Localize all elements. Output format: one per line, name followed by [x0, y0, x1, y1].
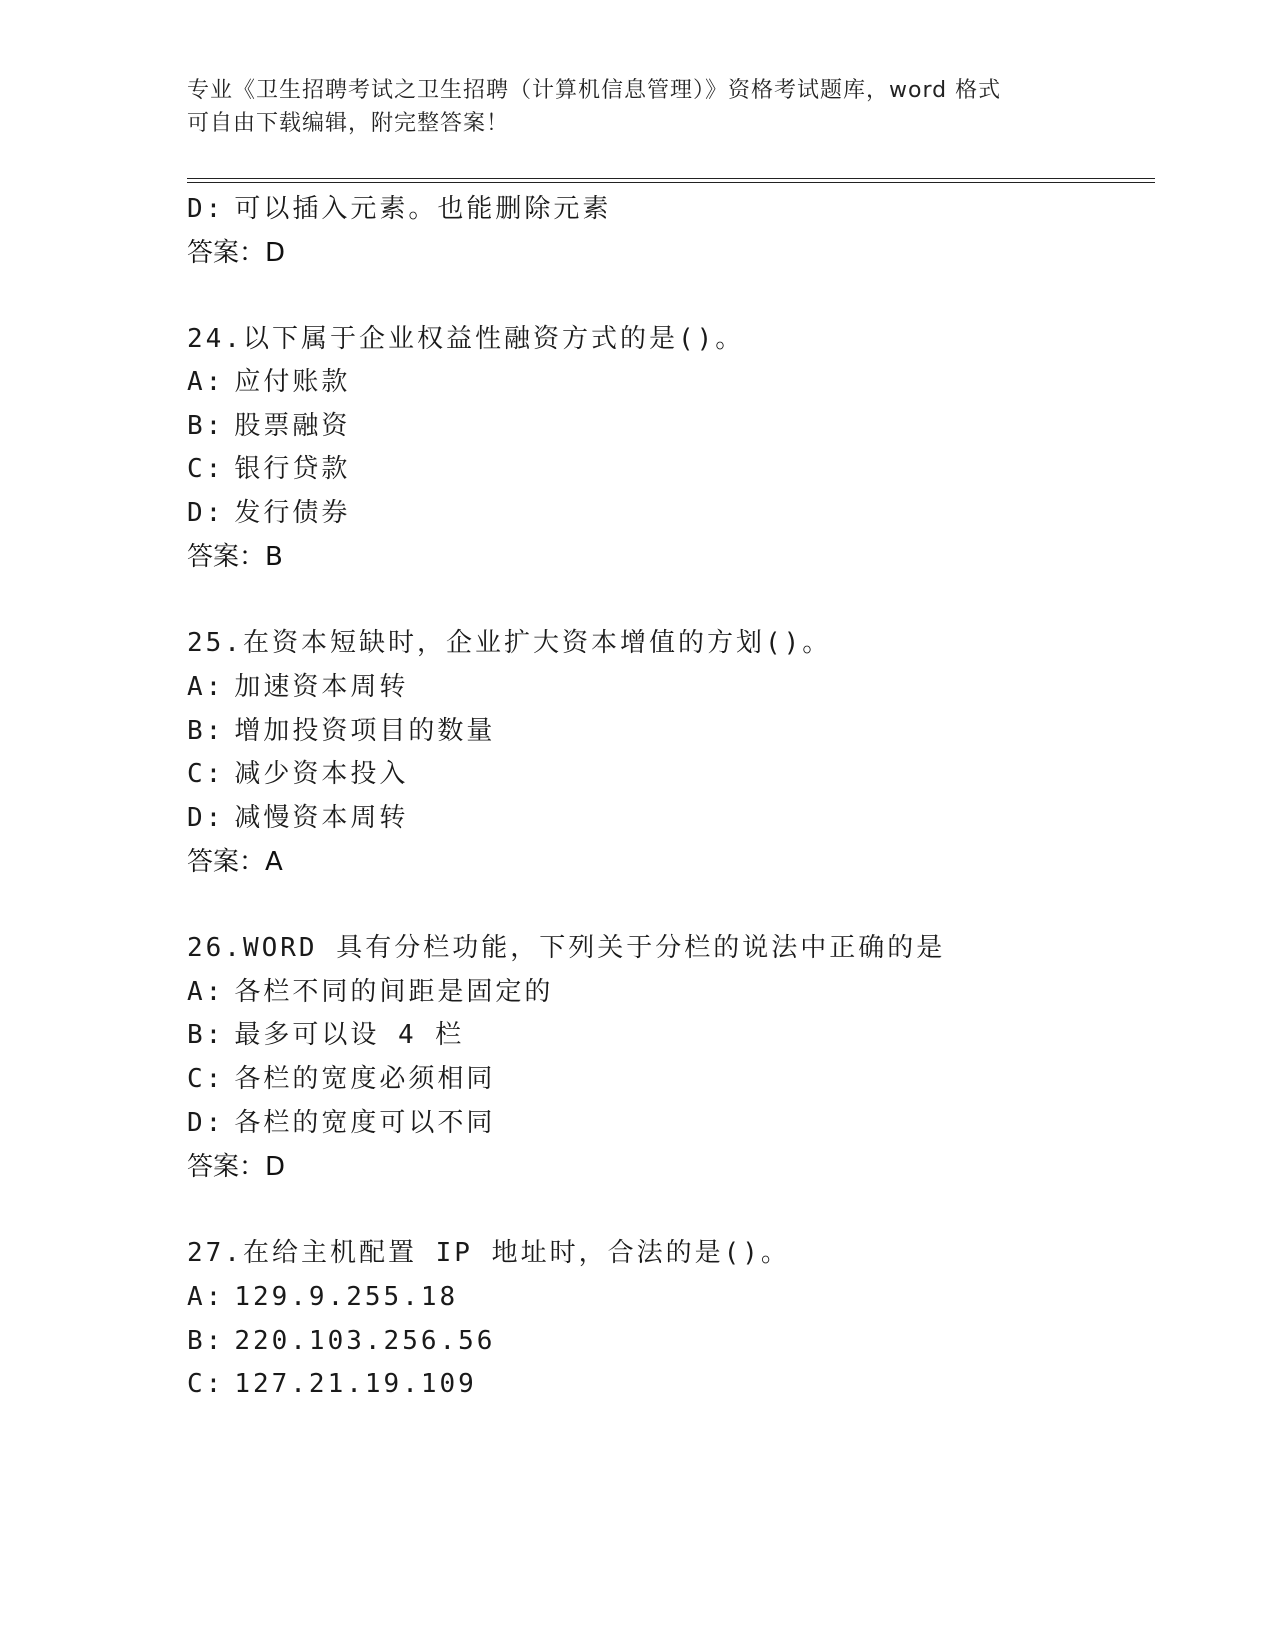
- option-letter: A:: [187, 672, 225, 702]
- q26-option-b: [187, 1018, 464, 1052]
- q26-answer: 答案：D: [187, 1152, 286, 1182]
- header-divider-top: [187, 178, 1155, 179]
- q24-option-a: [187, 365, 350, 399]
- option-letter: B:: [187, 1326, 225, 1356]
- option-text: 股票融资: [234, 411, 351, 441]
- q26-option-d: [187, 1106, 495, 1140]
- q25-option-c: [187, 757, 408, 791]
- option-letter: D:: [187, 194, 225, 224]
- option-text: 220.103.256.56: [234, 1326, 496, 1356]
- option-text: 127.21.19.109: [234, 1369, 477, 1399]
- option-text: 各栏不同的间距是固定的: [234, 977, 554, 1007]
- option-text: 各栏的宽度必须相同: [234, 1064, 496, 1094]
- q24-answer: 答案：B: [187, 542, 283, 572]
- option-text: 加速资本周转: [234, 672, 409, 702]
- q24-option-d: [187, 496, 350, 530]
- q24-option-b: [187, 409, 350, 443]
- q25-option-b: [187, 714, 495, 748]
- header-divider-bottom: [187, 182, 1155, 183]
- option-letter: A:: [187, 977, 225, 1007]
- option-text: 最多可以设 4 栏: [234, 1020, 465, 1050]
- option-letter: C:: [187, 454, 225, 484]
- option-letter: D:: [187, 803, 225, 833]
- option-letter: A:: [187, 367, 225, 397]
- q24-option-c: [187, 452, 350, 486]
- q25-option-a: [187, 670, 408, 704]
- q23-option-d: [187, 192, 611, 226]
- option-letter: B:: [187, 411, 225, 441]
- q23-answer: 答案：D: [187, 238, 286, 268]
- q27-option-c: [187, 1367, 477, 1401]
- option-letter: D:: [187, 498, 225, 528]
- q27-option-a: [187, 1280, 458, 1314]
- q24-stem: 24.以下属于企业权益性融资方式的是()。: [187, 324, 745, 354]
- option-letter: A:: [187, 1282, 225, 1312]
- option-letter: B:: [187, 716, 225, 746]
- option-text: 发行债券: [234, 498, 351, 528]
- q26-option-a: [187, 975, 553, 1009]
- option-text: 减少资本投入: [234, 759, 409, 789]
- header-line-2: 可自由下载编辑，附完整答案！: [187, 111, 510, 136]
- q25-option-d: [187, 801, 408, 835]
- q27-option-b: [187, 1324, 495, 1358]
- option-letter: C:: [187, 1064, 225, 1094]
- q26-stem: 26.WORD 具有分栏功能，下列关于分栏的说法中正确的是: [187, 933, 946, 963]
- option-text: 减慢资本周转: [234, 803, 409, 833]
- q25-stem: 25.在资本短缺时，企业扩大资本增值的方划()。: [187, 628, 832, 658]
- option-letter: D:: [187, 1108, 225, 1138]
- option-text: 银行贷款: [234, 454, 351, 484]
- q26-option-c: [187, 1062, 495, 1096]
- q25-answer: 答案：A: [187, 847, 283, 877]
- option-text: 增加投资项目的数量: [234, 716, 496, 746]
- q27-stem: 27.在给主机配置 IP 地址时，合法的是()。: [187, 1238, 790, 1268]
- option-text: 各栏的宽度可以不同: [234, 1108, 496, 1138]
- option-text: 应付账款: [234, 367, 351, 397]
- header-line-1: 专业《卫生招聘考试之卫生招聘（计算机信息管理）》资格考试题库，word 格式: [187, 78, 1002, 103]
- option-letter: B:: [187, 1020, 225, 1050]
- option-letter: C:: [187, 759, 225, 789]
- document-header: [187, 74, 1087, 140]
- option-text: 129.9.255.18: [234, 1282, 459, 1312]
- option-text: 可以插入元素。也能删除元素: [234, 194, 612, 224]
- option-letter: C:: [187, 1369, 225, 1399]
